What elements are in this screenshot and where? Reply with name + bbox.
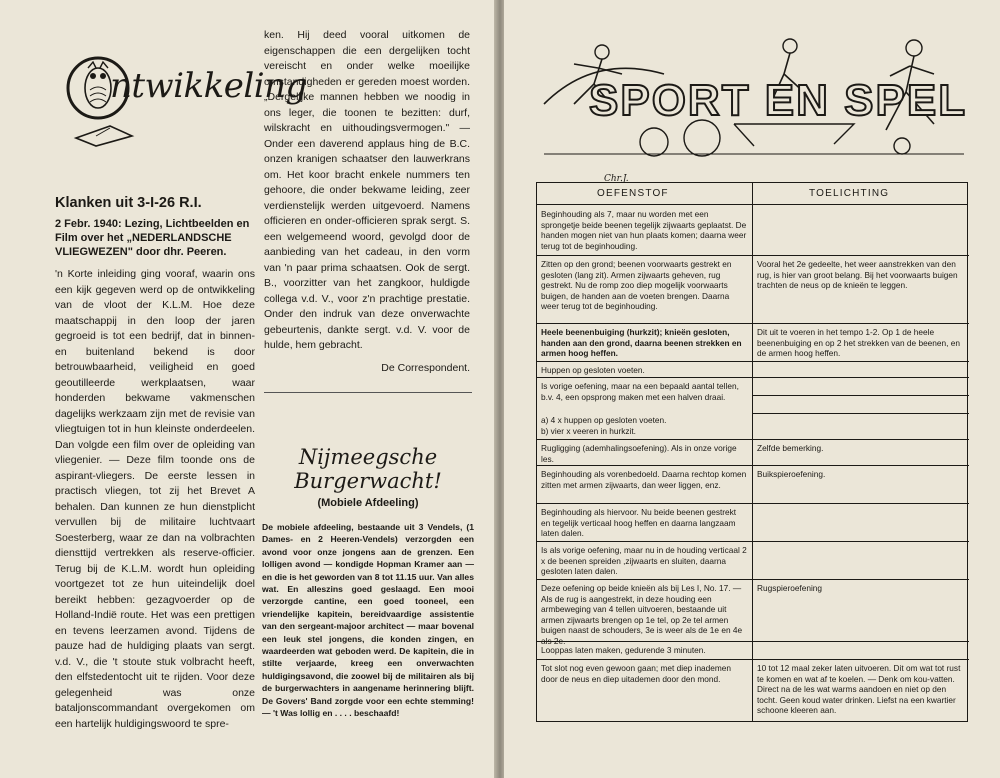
ontwikkeling-title: ntwikkeling (110, 66, 307, 106)
exercise-table (536, 182, 968, 722)
burgerwacht-subtitle: (Mobiele Afdeeling) (317, 497, 419, 509)
header-oefenstof: OEFENSTOF (597, 188, 669, 199)
table-cell: Rugspieroefening (757, 583, 823, 593)
table-cell: Vooral het 2e gedeelte, het weer aanstrekken van den rug, is hier van groot belang. Bij het voorwaarts buigen trachten de neus op de knieën te leggen. (757, 259, 958, 291)
row-divider (753, 413, 969, 414)
table-cell: Buikspieroefening. (757, 469, 826, 479)
table-cell: Beginhouding als hiervoor. Nu beide beenen gestrekt en tegelijk verticaal hoog heffen en daarna langzaam laten dalen. (541, 507, 737, 539)
row-divider (753, 541, 969, 542)
burgerwacht-body: De mobiele afdeeling, bestaande uit 3 Vendels, (1 Dames- en 2 Heeren-Vendels) verzorgden een avond voor onze jongens aan de grenzen. Een lolligen avond — kondigde Hopman Kramer aan — en die is het geworden van 8 tot 11.15 uur. Van alles wat. En alleszins goed geslaagd. Een mooi verzorgde cantine, een goed tooneel, een vriendelijke kapitein, bereidvaardige assistentie van den sergeant-majoor architect — maar bovenal een leuk stel jongens, die konden zingen, en waardeerden wat geboden werd. De kapitein, die in stilte verjaarde, kreeg een onverwachten huldigingsavond, die zoowel bij de militairen als bij de burgerwachters in aangename herinnering blijft. De Govers' Band zorgde voor een echte stemming! — 't Was lollig en . . . . beschaafd! (262, 522, 474, 719)
row-divider (537, 541, 752, 542)
burgerwacht-article (262, 445, 474, 720)
table-cell: Heele beenenbuiging (hurkzit); knieën gesloten, handen aan den grond, daarna beenen strekken en armen hoog heffen. (541, 327, 742, 359)
left-page (0, 0, 496, 778)
ontwikkeling-logo (50, 28, 307, 168)
table-cell: a) 4 x huppen op gesloten voeten. (541, 415, 667, 425)
klanken-article-col2 (264, 28, 470, 393)
table-cell: Zitten op den grond; beenen voorwaarts gestrekt en gesloten (lang zit). Armen zijwaarts geheven, rug gestrekt. Nu de romp zoo diep mogelijk voorwaarts buigen, de handen aan de voeten brengen. Daarna weer terug tot de beginhouding. (541, 259, 732, 312)
table-cell: 10 tot 12 maal zeker laten uitvoeren. Dit om wat tot rust te komen en wat af te koelen. — Denk om kou-vatten. Direct na de les wat warms aandoen en niet op den tocht. Geen koud water drinken. Liefst na een kwartier schoone kleeren aan. (757, 663, 961, 716)
row-divider (537, 377, 752, 378)
table-cell: Beginhouding als vorenbedoeld. Daarna rechtop komen zitten met armen zijwaarts, dan weer liggen, enz. (541, 469, 747, 490)
row-divider (537, 659, 752, 660)
row-divider (753, 503, 969, 504)
table-cell: Tot slot nog even gewoon gaan; met diep inademen door de neus en diep uitademen door den mond. (541, 663, 732, 684)
table-cell: Is als vorige oefening, maar nu in de houding verticaal 2 x de beenen spreiden ,zijwaarts en sluiten, daarna gesloten laten dalen. (541, 545, 747, 577)
row-divider (753, 255, 969, 256)
table-cell: Huppen op gesloten voeten. (541, 365, 645, 375)
header-toelichting: TOELICHTING (809, 188, 890, 199)
table-cell: Deze oefening op beide knieën als bij Les I, No. 17. — Als de rug is aangestrekt, in deze houding een armbeweging van 4 tellen uitvoeren, bestaande uit armen zijwaarts brengen op 1e tel, op 2e tel armen buigen naast de schouders, 3e is weer als de 1e en 4e als 2e. (541, 583, 743, 646)
row-divider (753, 641, 969, 642)
article-divider (264, 392, 472, 393)
table-cell: Dit uit te voeren in het tempo 1-2. Op 1 de heele beenenbuiging en op 2 het strekken van de beenen, en de armen hoog heffen. (757, 327, 960, 359)
row-divider (753, 465, 969, 466)
klanken-heading: Klanken uit 3-I-26 R.I. (55, 195, 202, 211)
row-divider (753, 361, 969, 362)
row-divider (753, 439, 969, 440)
table-cell: Rugligging (ademhalingsoefening). Als in onze vorige les. (541, 443, 737, 464)
row-divider (537, 641, 752, 642)
table-cell: b) vier x veeren in hurkzit. (541, 426, 636, 436)
row-divider (537, 361, 752, 362)
row-divider (537, 255, 752, 256)
illustrator-signature: Chr.J. (604, 174, 629, 184)
right-page (504, 0, 1000, 778)
table-cell: Looppas laten maken, gedurende 3 minuten. (541, 645, 706, 655)
row-divider (753, 395, 969, 396)
table-cell: Is vorige oefening, maar na een bepaald aantal tellen, b.v. 4, een opsprong maken met een halven draai. (541, 381, 739, 402)
row-divider (537, 579, 752, 580)
row-divider (537, 503, 752, 504)
klanken-signature: De Correspondent. (381, 361, 470, 374)
row-divider (753, 377, 969, 378)
klanken-article-col1 (55, 195, 255, 732)
sport-en-spel-title: SPORT EN SPEL (589, 76, 968, 125)
row-divider (753, 323, 969, 324)
burgerwacht-title: Nijmeegsche Burgerwacht! (294, 445, 442, 493)
row-divider (537, 323, 752, 324)
row-divider (537, 465, 752, 466)
row-divider (753, 579, 969, 580)
row-divider (537, 439, 752, 440)
klanken-body-col2: ken. Hij deed vooral uitkomen de eigenschappen die een dergelijken tocht vereischt en onder welke moeilijke omstandigheden er gereden moest worden. „Dergelijke mannen hebben we noodig in ons leger, die toonen te bezitten: durf, wilskracht en uithoudingsvermogen." — Onder een daverend applaus hing de B.C. onzen kranigen schaatser den lauwerkrans om. Het koor bracht enkele nummers ten gehoore, die onder bekwame leiding, zeer verdienstelijk werden uitgevoerd. Namens officieren en onder-officieren sprak sergt. S. een welgemeend woord, gevolgd door de aanbieding van het cadeau, in den vorm van 'n paar prima schaatsen. Ook de sergt. B., voorzitter van het zangkoor, huldigde collega v.d. V., voor z'n prachtige prestatie. Onder den indruk van deze onverwachte gebeurtenis, dankte sergt. v.d. V. voor de hulde, hem gebracht. (264, 29, 470, 351)
klanken-subhead: 2 Febr. 1940: Lezing, Lichtbeelden en Film over het „NEDERLANDSCHE VLIEGWEZEN" door dhr. Peeren. (55, 218, 250, 258)
klanken-body-col1: 'n Korte inleiding ging vooraf, waarin ons een kijk gegeven werd op de ontwikkeling van de vloot der K.L.M. Hoe deze maatschappij in den loop der jaren gegroeid is tot een bedrijf, dat in binnen- en buitenland bekend is door betrouwbaarheid, veiligheid en goed geoutilleerde werkplaatsen, waar honderden bekwame vakmenschen dagelijks werkzaam zijn met de revisie van vliegtuigen tot in hun kleinste onderdeelen. Dan volgde een film over de opleiding van vliegenier. — Deze film toonde ons de aspirant-vliegers. De eerste lessen in practisch vliegen, tot zij het Brevet A behalen. Dan kunnen ze hun dienstplicht vervullen bij de militaire luchtvaart Soesterberg, waar ze dan na volbrachten diensttijd vertrekken als reserve-officier. Terug bij de K.L.M. wordt hun opleiding voortgezet tot ze hun uiteindelijk doel bereikt hebben: gezagvoerder op de Holland-Indië route. Het was een prettigen en tevens leerzamen avond. Tijdens de pauze had de huldiging plaats van sergt. v.d. V., die 't stoute stuk volbracht heeft, den elfstedentocht uit te rijden. Voor deze gelegenheid was onze bataljonscommandant overgekomen om een hartelijk huldigingswoord te spre- (55, 268, 255, 730)
table-cell: Zelfde bemerking. (757, 443, 824, 453)
sport-en-spel-logo (534, 34, 974, 184)
row-divider (753, 659, 969, 660)
table-cell: Beginhouding als 7, maar nu worden met een sprongetje beide beenen tegelijk zijwaarts geplaatst. De handen mogen niet van hun plaats komen; daarna weer terug tot de beginhouding. (541, 209, 747, 251)
